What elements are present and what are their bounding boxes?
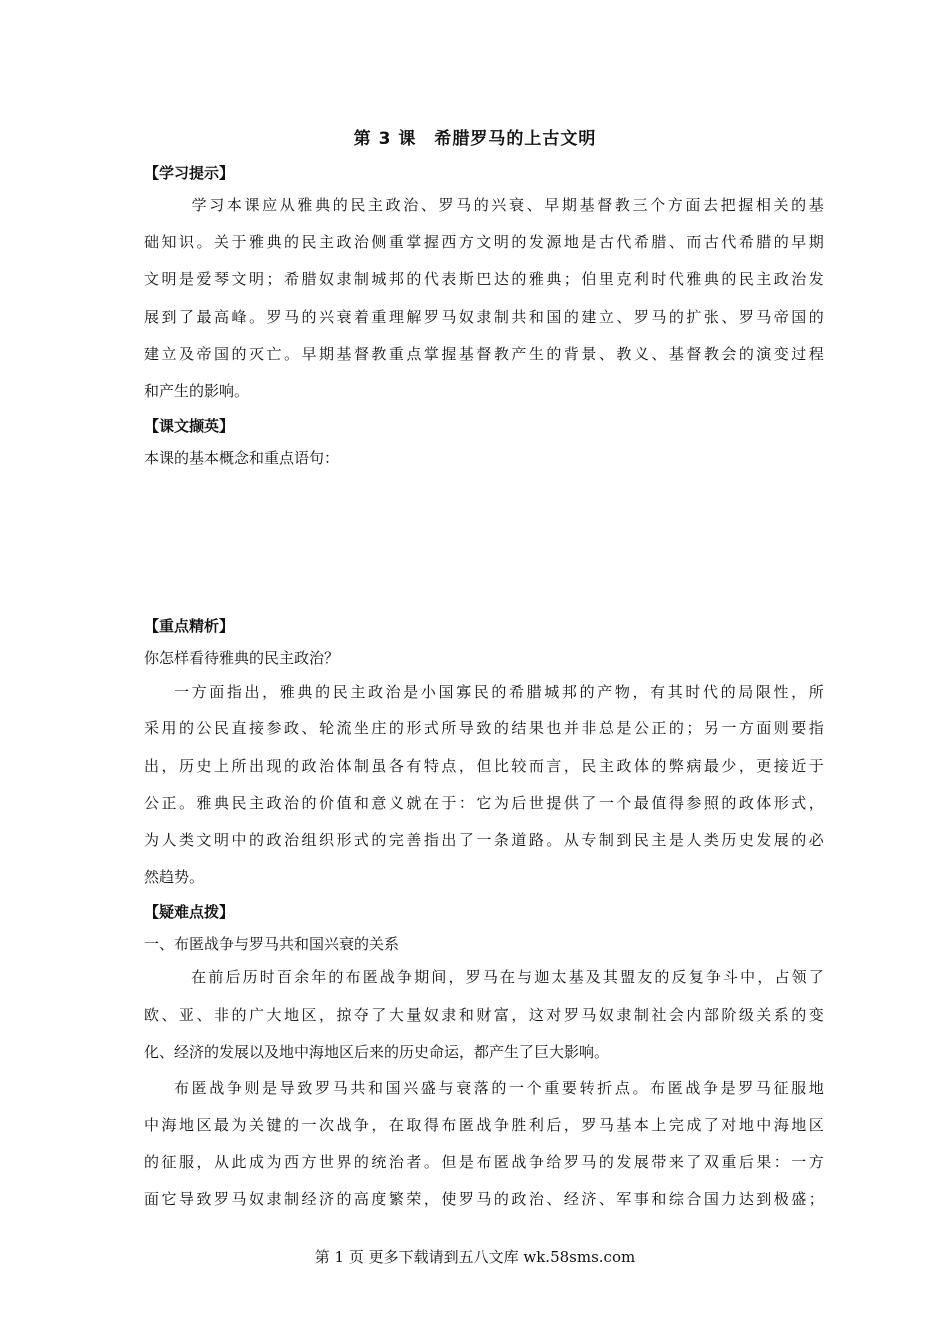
study-tips-line: 文明是爱琴文明；希腊奴隶制城邦的代表斯巴达的雅典；伯里克利时代雅典的民主政治发 [144, 270, 824, 288]
page-footer: 第 1 页 更多下载请到五八文库 wk.58sms.com [314, 1248, 636, 1266]
study-tips-line: 建立及帝国的灭亡。早期基督教重点掌握基督教产生的背景、教义、基督教会的演变过程 [144, 345, 824, 363]
excerpt-intro: 本课的基本概念和重点语句： [144, 449, 340, 467]
difficulty-para1-line: 在前后历时百余年的布匿战争期间，罗马在与迦太基及其盟友的反复争斗中，占领了 [174, 968, 824, 986]
study-tips-line: 展到了最高峰。罗马的兴衰着重理解罗马奴隶制共和国的建立、罗马的扩张、罗马帝国的 [144, 308, 824, 326]
key-analysis-line: 一方面指出，雅典的民主政治是小国寡民的希腊城邦的产物，有其时代的局限性，所 [174, 683, 824, 701]
difficulty-subheading: 一、布匿战争与罗马共和国兴衰的关系 [144, 935, 400, 953]
study-tips-line: 学习本课应从雅典的民主政治、罗马的兴衰、早期基督教三个方面去把握相关的基 [174, 196, 824, 214]
key-analysis-question: 你怎样看待雅典的民主政治？ [144, 649, 340, 667]
study-tips-line: 和产生的影响。 [144, 382, 250, 400]
key-analysis-line: 出，历史上所出现的政治体制虽各有特点，但比较而言，民主政体的弊病最少，更接近于 [144, 757, 824, 775]
difficulty-para2-line: 布匿战争则是导致罗马共和国兴盛与衰落的一个重要转折点。布匿战争是罗马征服地 [174, 1079, 824, 1097]
difficulty-para1-line: 化、经济的发展以及地中海地区后来的历史命运，都产生了巨大影响。 [144, 1043, 610, 1061]
key-analysis-heading: 【重点精析】 [144, 617, 235, 635]
study-tips-line: 础知识。关于雅典的民主政治侧重掌握西方文明的发源地是古代希腊、而古代希腊的早期 [144, 233, 824, 251]
difficulty-para2-line: 面它导致罗马奴隶制经济的高度繁荣，使罗马的政治、经济、军事和综合国力达到极盛； [144, 1190, 824, 1208]
key-analysis-line: 公正。雅典民主政治的价值和意义就在于：它为后世提供了一个最值得参照的政体形式， [144, 794, 824, 812]
difficulty-heading: 【疑难点拨】 [144, 903, 235, 921]
excerpt-heading: 【课文撷英】 [144, 417, 235, 435]
lesson-title: 第 3 课 希腊罗马的上古文明 [353, 129, 597, 149]
key-analysis-line: 采用的公民直接参政、轮流坐庄的形式所导致的结果也并非总是公正的；另一方面则要指 [144, 719, 824, 737]
key-analysis-line: 然趋势。 [144, 868, 205, 886]
study-tips-heading: 【学习提示】 [144, 164, 235, 182]
difficulty-para1-line: 欧、亚、非的广大地区，掠夺了大量奴隶和财富，这对罗马奴隶制社会内部阶级关系的变 [144, 1006, 824, 1024]
difficulty-para2-line: 的征服，从此成为西方世界的统治者。但是布匿战争给罗马的发展带来了双重后果：一方 [144, 1153, 824, 1171]
key-analysis-line: 为人类文明中的政治组织形式的完善指出了一条道路。从专制到民主是人类历史发展的必 [144, 831, 824, 849]
difficulty-para2-line: 中海地区最为关键的一次战争，在取得布匿战争胜利后，罗马基本上完成了对地中海地区 [144, 1116, 824, 1134]
